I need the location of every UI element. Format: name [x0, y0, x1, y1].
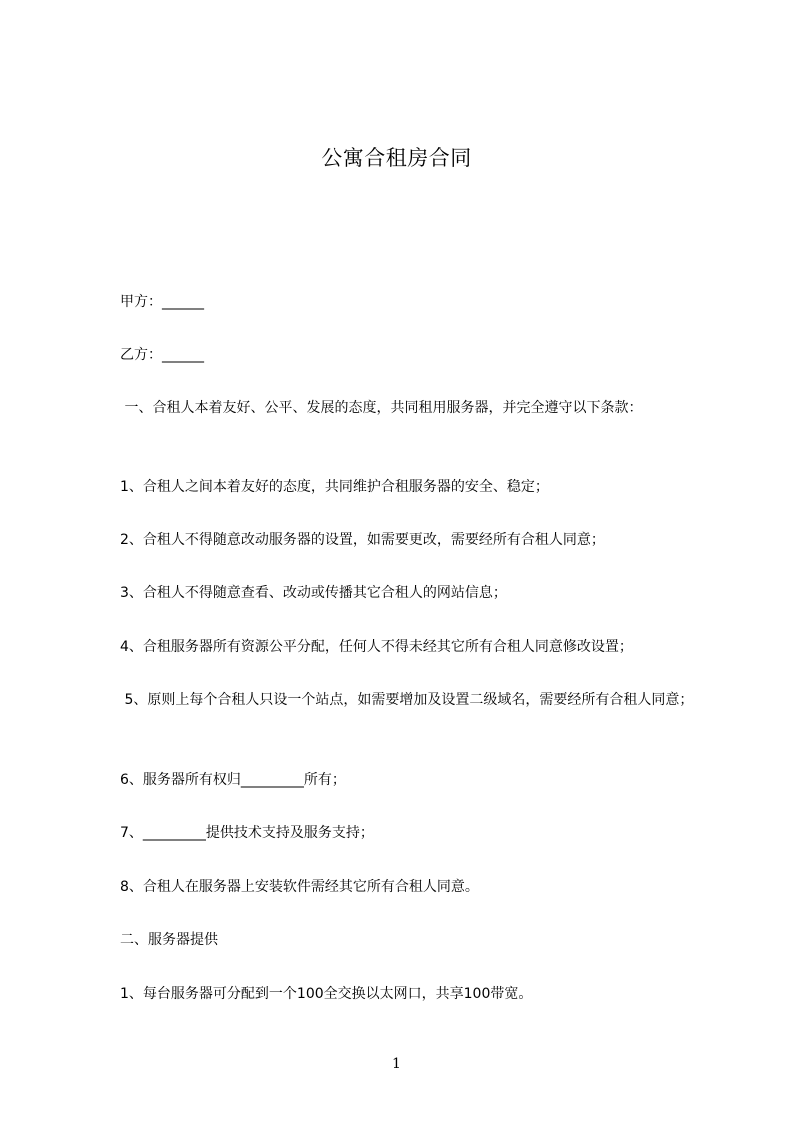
clause-1-7: 7、_________提供技术支持及服务支持； — [92, 825, 374, 841]
section-2-heading: 二、服务器提供 — [92, 932, 218, 948]
clause-1-4: 4、合租服务器所有资源公平分配，任何人不得未经其它所有合租人同意修改设置； — [92, 639, 633, 655]
page-number: 1 — [392, 1056, 401, 1072]
clause-1-1: 1、合租人之间本着友好的态度，共同维护合租服务器的安全、稳定； — [92, 479, 549, 495]
party-b-line: 乙方：______ — [92, 347, 204, 363]
clause-1-6: 6、服务器所有权归_________所有； — [92, 772, 346, 788]
page-title: 公寓合租房合同 — [321, 146, 472, 170]
clause-1-8: 8、合租人在服务器上安装软件需经其它所有合租人同意。 — [92, 879, 479, 895]
clause-1-2: 2、合租人不得随意改动服务器的设置，如需要更改，需要经所有合租人同意； — [92, 532, 605, 548]
clause-1-3: 3、合租人不得随意查看、改动或传播其它合租人的网站信息； — [92, 585, 507, 601]
section-1-heading: 一、合租人本着友好、公平、发展的态度，共同租用服务器，并完全遵守以下条款： — [92, 400, 643, 416]
party-a-line: 甲方：______ — [92, 294, 204, 310]
clause-1-5: 5、原则上每个合租人只设一个站点，如需要增加及设置二级域名，需要经所有合租人同意； — [92, 692, 694, 708]
clause-2-1: 1、每台服务器可分配到一个100全交换以太网口，共享100带宽。 — [92, 986, 533, 1002]
